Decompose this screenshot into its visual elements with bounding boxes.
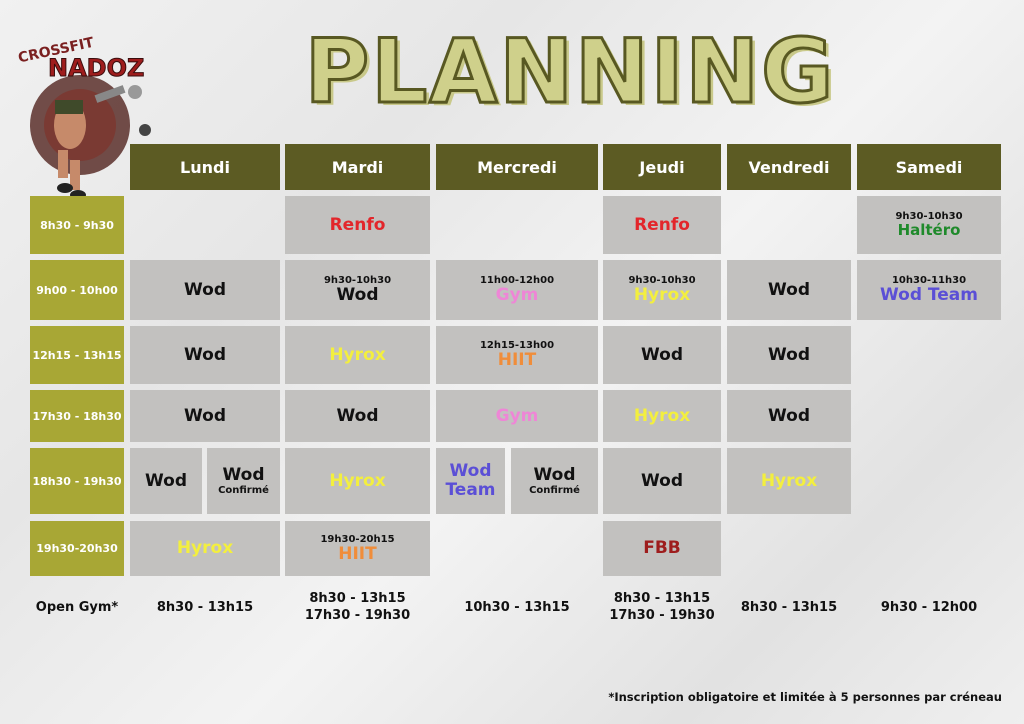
open-gym-mercredi — [436, 592, 598, 624]
session-cell[interactable] — [130, 390, 280, 442]
header-mercredi: Mercredi — [436, 144, 598, 190]
open-gym-lundi — [130, 592, 280, 624]
time-slot-5: 18h30 - 19h30 — [30, 448, 124, 514]
session-label: Wod — [336, 285, 379, 306]
session-cell[interactable] — [207, 448, 280, 514]
header-mardi: Mardi — [285, 144, 430, 190]
session-label: Wod — [768, 279, 810, 300]
session-label: Wod — [184, 405, 226, 426]
open-gym-hours: 10h30 - 13h15 — [464, 599, 570, 615]
session-cell[interactable] — [727, 390, 851, 442]
session-label: Wod — [336, 405, 379, 426]
session-label: Gym — [495, 285, 539, 306]
session-cell[interactable] — [511, 448, 598, 514]
session-sub: Confirmé — [218, 484, 269, 496]
session-cell[interactable] — [285, 521, 430, 576]
open-gym-hours: 9h30 - 12h00 — [880, 599, 978, 615]
session-label: Wod — [449, 461, 492, 482]
session-label: Hyrox — [176, 538, 234, 559]
session-cell[interactable] — [603, 260, 721, 320]
session-time: 10h30-11h30 — [891, 275, 967, 287]
session-cell[interactable] — [603, 448, 721, 514]
session-label: Wod — [222, 465, 265, 486]
time-slot-1: 8h30 - 9h30 — [30, 196, 124, 254]
session-time: 19h30-20h15 — [320, 533, 395, 545]
page-title: PLANNING — [304, 20, 836, 123]
session-cell[interactable] — [285, 260, 430, 320]
session-label: Haltéro — [897, 221, 961, 240]
session-label: Wod — [145, 470, 187, 491]
open-gym-hours: 8h30 - 13h15 — [613, 591, 711, 607]
session-cell[interactable] — [603, 196, 721, 254]
open-gym-label: Open Gym* — [35, 599, 119, 615]
session-cell[interactable] — [857, 260, 1001, 320]
session-label: Wod — [641, 344, 683, 365]
session-time: 9h30-10h30 — [895, 211, 963, 223]
session-label: Renfo — [329, 214, 386, 235]
session-sub: Confirmé — [529, 484, 580, 496]
logo-text-main: NADOZ — [48, 54, 145, 82]
session-label: HIIT — [497, 350, 537, 371]
session-cell[interactable] — [130, 521, 280, 576]
header-vendredi: Vendredi — [727, 144, 851, 190]
session-label: Renfo — [634, 214, 690, 235]
session-cell[interactable] — [285, 326, 430, 384]
session-cell[interactable] — [436, 260, 598, 320]
session-label: Hyrox — [329, 470, 386, 491]
session-label: Gym — [495, 405, 539, 426]
open-gym-hours: 8h30 - 13h15 — [740, 599, 838, 615]
session-cell[interactable] — [436, 326, 598, 384]
session-cell[interactable] — [285, 448, 430, 514]
open-gym-hours: 17h30 - 19h30 — [304, 608, 411, 623]
session-label: HIIT — [338, 543, 377, 564]
session-label: Hyrox — [760, 470, 818, 491]
header-samedi: Samedi — [857, 144, 1001, 190]
time-slot-4: 17h30 - 18h30 — [30, 390, 124, 442]
session-label: Wod Team — [880, 285, 978, 306]
session-time: 9h30-10h30 — [323, 275, 392, 287]
session-cell[interactable] — [603, 390, 721, 442]
open-gym-mardi — [285, 590, 430, 626]
session-cell[interactable] — [857, 196, 1001, 254]
open-gym-hours: 17h30 - 19h30 — [609, 608, 715, 623]
session-label: Team — [445, 480, 496, 500]
logo-text-top: CROSSFIT — [16, 34, 96, 67]
session-cell[interactable] — [285, 196, 430, 254]
session-cell[interactable] — [130, 326, 280, 384]
footnote: *Inscription obligatoire et limitée à 5 personnes par créneau — [608, 690, 1002, 704]
open-gym-samedi — [857, 592, 1001, 624]
session-time: 9h30-10h30 — [628, 275, 696, 287]
session-cell[interactable] — [727, 326, 851, 384]
session-label: Wod — [768, 405, 810, 426]
session-cell[interactable] — [603, 521, 721, 576]
session-cell[interactable] — [727, 448, 851, 514]
session-label: Wod — [533, 465, 576, 486]
open-gym-vendredi — [727, 592, 851, 624]
time-slot-6: 19h30-20h30 — [30, 521, 124, 576]
session-cell[interactable] — [130, 260, 280, 320]
session-cell[interactable] — [603, 326, 721, 384]
open-gym-hours: 8h30 - 13h15 — [309, 591, 406, 607]
session-time: 11h00-12h00 — [479, 275, 555, 287]
session-label: Wod — [768, 344, 810, 365]
header-lundi: Lundi — [130, 144, 280, 190]
time-slot-3: 12h15 - 13h15 — [30, 326, 124, 384]
open-gym-hours: 8h30 - 13h15 — [156, 599, 254, 615]
session-label: Wod — [184, 279, 226, 300]
session-cell[interactable] — [436, 390, 598, 442]
session-label: Hyrox — [633, 405, 691, 426]
session-label: Wod — [641, 470, 683, 491]
session-cell[interactable] — [130, 448, 202, 514]
session-cell[interactable] — [436, 448, 505, 514]
session-label: FBB — [643, 538, 681, 559]
session-label: Hyrox — [329, 344, 386, 365]
session-cell[interactable] — [285, 390, 430, 442]
session-label: Wod — [184, 344, 226, 365]
header-jeudi: Jeudi — [603, 144, 721, 190]
time-slot-2: 9h00 - 10h00 — [30, 260, 124, 320]
session-time: 12h15-13h00 — [479, 340, 555, 352]
session-label: Hyrox — [633, 285, 691, 306]
session-cell[interactable] — [727, 260, 851, 320]
open-gym-jeudi — [603, 590, 721, 626]
